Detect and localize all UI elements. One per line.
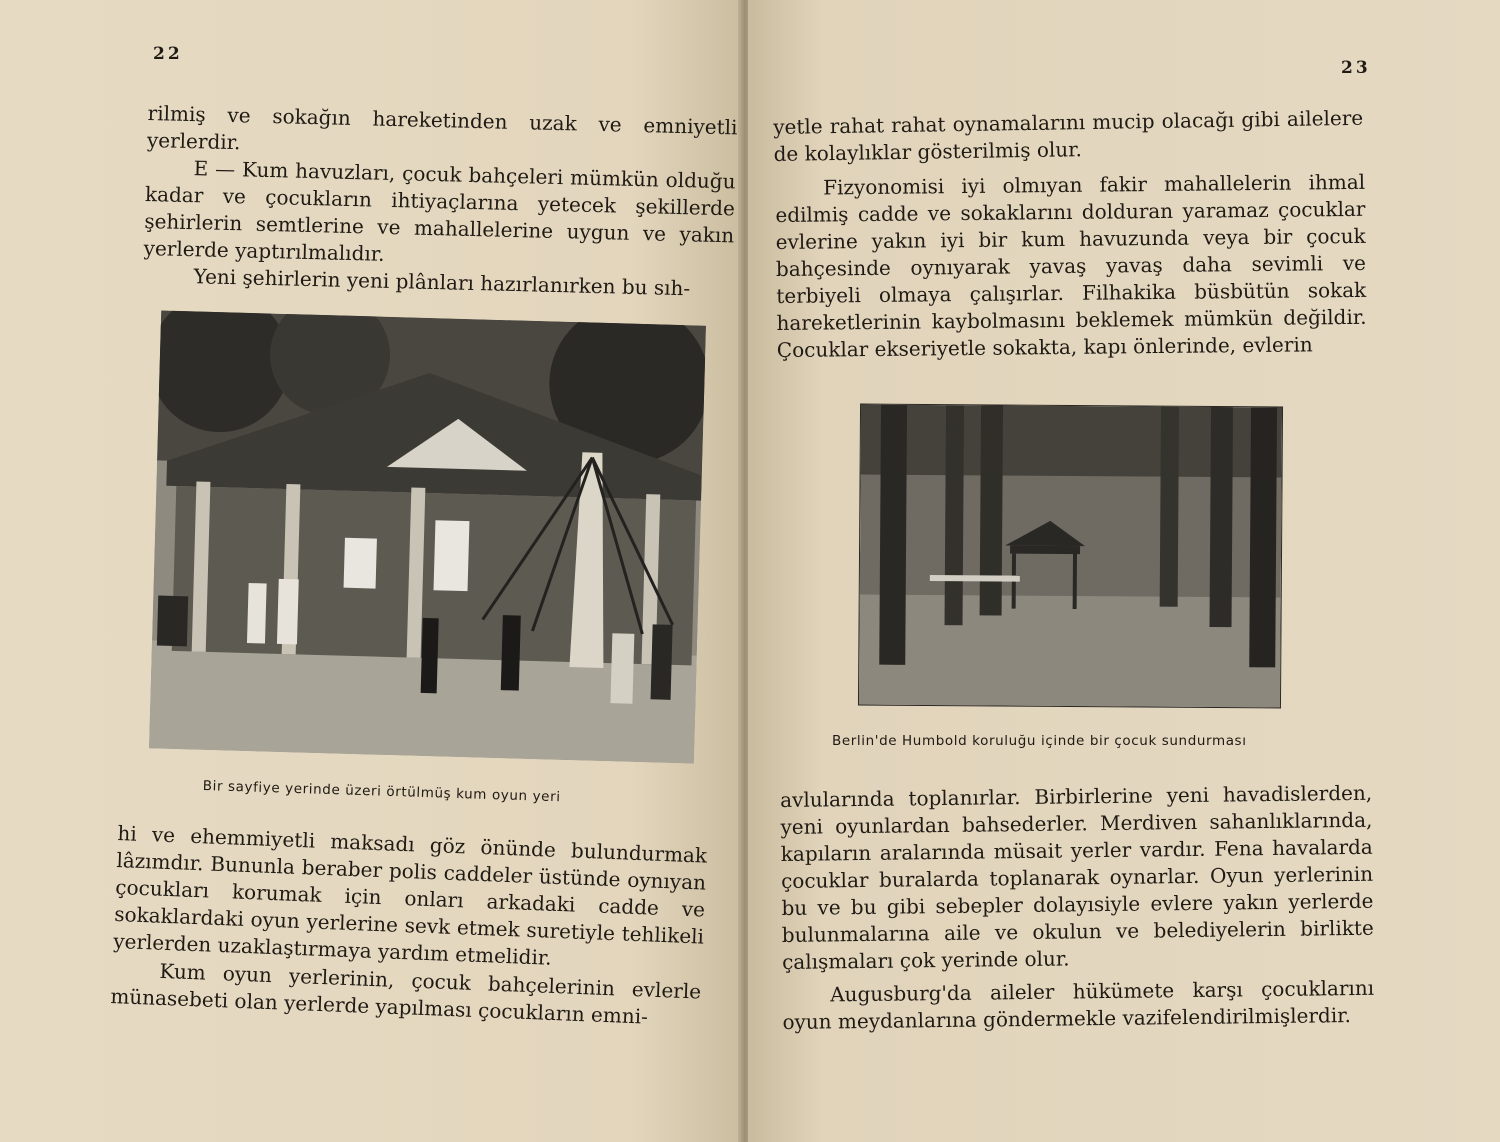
paragraph-e: E — Kum havuzları, çocuk bahçeleri mümkün olduğu kadar ve çocukların ihtiyaçlarına yetecek şekillerde şehirlerin semtlerine ve mahallelerine uygun ve yakın yerlerde yaptırılmalıdır.: [143, 156, 736, 266]
paragraph-bottom: hi ve ehemmiyetli maksadı göz önünde bulundurmak lâzımdır. Bununla beraber polis caddeler üstünde oynıyan çocukları korumak için onları arkadaki cadde ve sokaklardaki oyun yerlerine sevk etmek suretiyle tehlikeli yerlerden uzaklaştırmaya yardım etmelidir.: [112, 820, 708, 970]
paragraph-last: Kum oyun yerlerinin, çocuk bahçelerinin evlerle münasebeti olan yerlerde yapılması çocukların emni-: [110, 958, 702, 1029]
grove-photo: [858, 404, 1283, 709]
paragraph-top: yetle rahat rahat oynamalarını mucip olacağı gibi ailelere de kolaylıklar gösterilmiş olur.: [773, 105, 1364, 166]
left-page: [0, 0, 742, 1142]
figure-caption: Bir sayfiye yerinde üzeri örtülmüş kum oyun yeri: [202, 778, 561, 806]
paragraph-augsburg: Augusburg'da aileler hükümete karşı çocuklarını oyun meydanlarına göndermekle vazifelendirilmişlerdir.: [782, 975, 1375, 1034]
figure-caption: Berlin'de Humbold koruluğu içinde bir çocuk sundurması: [832, 733, 1247, 749]
paragraph-fizyonomi: Fizyonomisi iyi olmıyan fakir mahallelerin ihmal edilmiş cadde ve sokaklarını dolduran yaramaz çocuklar evlerine yakın iyi bir kum havuzunda veya bir çocuk bahçesinde oynıyarak yavaş yavaş daha sevimli ve terbiyeli olmaya çalışırlar. Filhakika büsbütün sokak hareketlerinin kaybolmasını beklemek mümkün değildir. Çocuklar ekseriyetle sokakta, kapı önlerinde, evlerin: [775, 169, 1367, 362]
paragraph-avlu: avlularında toplanırlar. Birbirlerine yeni havadislerden, yeni oyunlardan bahsederler. Merdiven sahanlıklarında, kapıların aralarında müsait yerler vardır. Fena havalarda çocuklar buralarda toplanarak oynarlar. Oyun yerlerinin bu ve bu gibi sebepler dolayısiyle evlere yakın yerlerde bulunmalarına aile ve okulun ve belediyelerin birlikte çalışmaları çok yerinde olur.: [780, 780, 1374, 974]
right-page: [748, 0, 1500, 1142]
page-number: 23: [1341, 58, 1371, 78]
sandpit-photo: [149, 310, 706, 763]
paragraph-top: rilmiş ve sokağın hareketinden uzak ve emniyetli yerlerdir.: [146, 100, 738, 155]
page-number: 22: [153, 44, 183, 64]
paragraph-new-cities: Yeni şehirlerin yeni plânları hazırlanırken bu sıh-: [193, 264, 691, 301]
